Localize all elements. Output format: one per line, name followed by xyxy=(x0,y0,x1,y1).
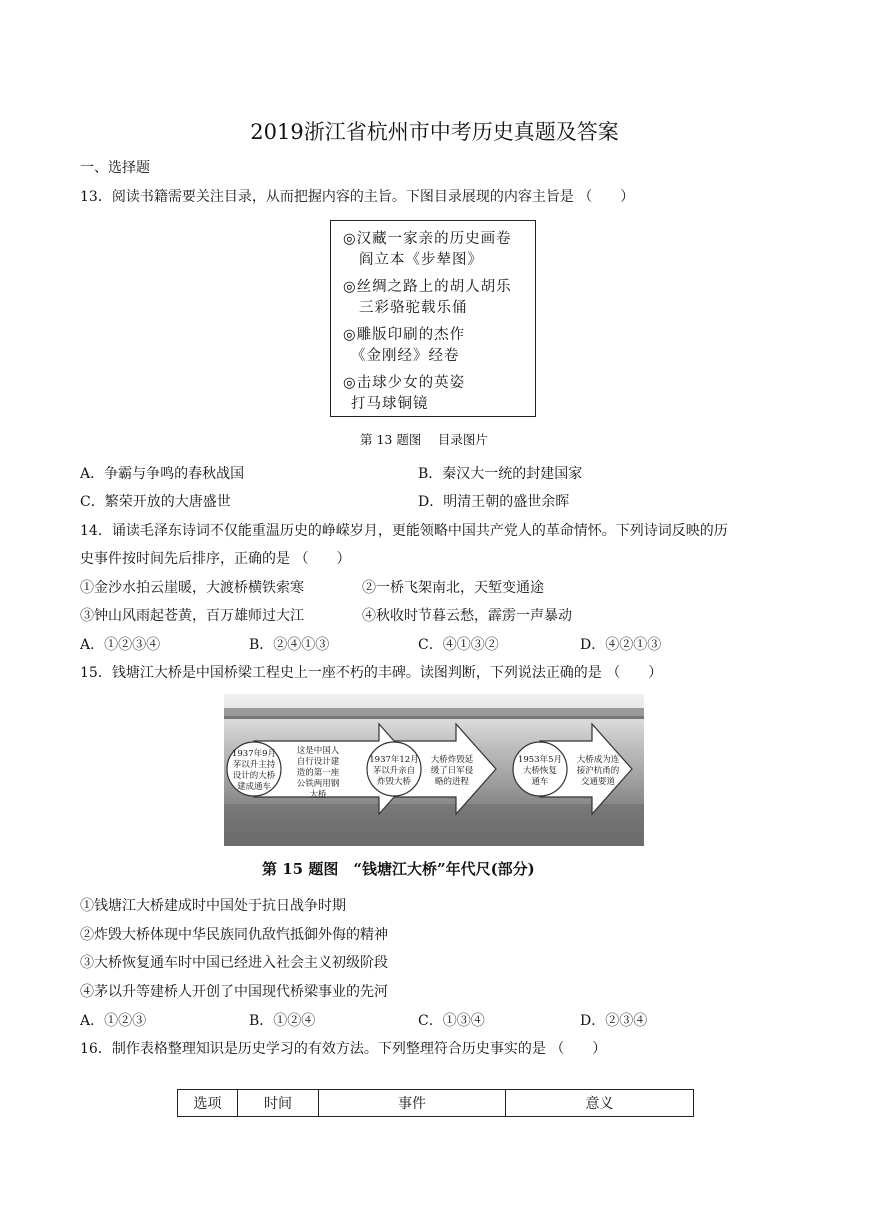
q14-poem-4: ④秋收时节暮云愁，霹雳一声暴动 xyxy=(362,608,572,624)
table-header-row xyxy=(178,1090,694,1117)
q15-caption: 第 15 题图 “钱塘江大桥”年代尺(部分) xyxy=(262,860,535,878)
q13-toc-figure xyxy=(330,220,536,417)
toc-entry-title: ◎击球少女的英姿 xyxy=(343,375,466,391)
q13-option-a[interactable]: A．争霸与争鸣的春秋战国 xyxy=(80,466,245,482)
timeline-text: 通车 xyxy=(531,777,549,787)
timeline-text: 大桥炸毁延 xyxy=(430,755,474,765)
q14-stem-line1: 14．诵读毛泽东诗词不仅能重温历史的峥嵘岁月，更能领略中国共产党人的革命情怀。下列诗词反映的历 xyxy=(80,523,728,539)
timeline-text: 大桥 xyxy=(309,790,327,800)
page-title: 2019浙江省杭州市中考历史真题及答案 xyxy=(250,120,619,144)
q13-option-b[interactable]: B．秦汉大一统的封建国家 xyxy=(418,466,583,482)
toc-entry-subtitle: 阎立本《步辇图》 xyxy=(359,252,483,268)
timeline-text: 自行设计建 xyxy=(296,757,340,767)
timeline-text: 1953年5月 xyxy=(517,755,563,765)
section-heading: 一、选择题 xyxy=(80,160,150,176)
timeline-event-1 xyxy=(228,749,280,793)
q13-stem: 13．阅读书籍需要关注目录，从而把握内容的主旨。下图目录展现的内容主旨是 （ ） xyxy=(80,189,635,205)
q14-poem-2: ②一桥飞架南北，天堑变通途 xyxy=(362,580,544,596)
toc-entry-subtitle: 打马球铜镜 xyxy=(351,396,429,412)
q13-caption: 第 13 题图 目录图片 xyxy=(360,432,488,447)
timeline-event-3 xyxy=(514,755,566,788)
q14-poem-1: ①金沙水拍云崖暖，大渡桥横铁索寒 xyxy=(80,580,304,596)
q15-option-d[interactable]: D．②③④ xyxy=(580,1013,648,1029)
toc-entry-title: ◎汉藏一家亲的历史画卷 xyxy=(343,231,512,247)
timeline-note-3 xyxy=(570,755,626,788)
timeline-text: 造的第一座 xyxy=(296,768,340,778)
q14-option-b[interactable]: B．②④①③ xyxy=(249,637,330,653)
q15-statement-4: ④茅以升等建桥人开创了中国现代桥梁事业的先河 xyxy=(80,984,388,1000)
timeline-text: 这是中国人 xyxy=(296,746,340,756)
timeline-text: 交通要道 xyxy=(580,777,615,787)
timeline-text: 建成通车 xyxy=(236,782,271,792)
table-header-cell: 时间 xyxy=(238,1090,319,1117)
q15-stem: 15．钱塘江大桥是中国桥梁工程史上一座不朽的丰碑。读图判断，下列说法正确的是 （ ） xyxy=(80,665,663,681)
toc-entry-subtitle: 《金刚经》经卷 xyxy=(351,348,460,364)
timeline-event-2 xyxy=(368,755,420,788)
q15-option-b[interactable]: B．①②④ xyxy=(249,1013,316,1029)
q14-option-a[interactable]: A．①②③④ xyxy=(80,637,161,653)
timeline-text: 公铁两用钢 xyxy=(296,779,340,789)
timeline-text: 缓了日军侵 xyxy=(430,766,474,776)
timeline-note-2 xyxy=(424,755,480,788)
timeline-text: 略的进程 xyxy=(434,777,469,787)
q14-stem-line2: 史事件按时间先后排序，正确的是 （ ） xyxy=(80,551,351,567)
table-header-cell: 意义 xyxy=(506,1090,694,1117)
timeline-text: 茅以升主持 xyxy=(232,760,276,770)
q15-option-c[interactable]: C．①③④ xyxy=(418,1013,485,1029)
toc-entry-title: ◎雕版印刷的杰作 xyxy=(343,327,466,343)
toc-entry-title: ◎丝绸之路上的胡人胡乐 xyxy=(343,279,512,295)
toc-entry xyxy=(343,229,512,271)
timeline-text: 接沪杭甬的 xyxy=(576,766,620,776)
toc-entry xyxy=(343,373,465,415)
q15-statement-3: ③大桥恢复通车时中国已经进入社会主义初级阶段 xyxy=(80,955,388,971)
timeline-text: 1937年12月 xyxy=(369,755,419,765)
timeline-text: 大桥成为连 xyxy=(576,755,620,765)
table-header-cell: 选项 xyxy=(178,1090,238,1117)
toc-entry xyxy=(343,277,512,319)
q13-option-d[interactable]: D．明清王朝的盛世余晖 xyxy=(418,494,570,510)
q13-option-c[interactable]: C．繁荣开放的大唐盛世 xyxy=(80,494,231,510)
timeline-text: 1937年9月 xyxy=(231,749,277,759)
timeline-text: 茅以升亲自 xyxy=(372,766,416,776)
timeline-text: 大桥恢复 xyxy=(522,766,557,776)
q14-option-d[interactable]: D．④②①③ xyxy=(580,637,662,653)
q14-option-c[interactable]: C．④①③② xyxy=(418,637,499,653)
q15-bridge-timeline-figure xyxy=(224,694,644,846)
toc-entry-subtitle: 三彩骆驼载乐俑 xyxy=(359,300,468,316)
q16-table xyxy=(177,1089,694,1117)
table-header-cell: 事件 xyxy=(319,1090,506,1117)
q16-stem: 16．制作表格整理知识是历史学习的有效方法。下列整理符合历史事实的是 （ ） xyxy=(80,1041,607,1057)
toc-entry xyxy=(343,325,465,367)
q15-statement-1: ①钱塘江大桥建成时中国处于抗日战争时期 xyxy=(80,898,346,914)
timeline-text: 设计的大桥 xyxy=(232,771,276,781)
q15-statement-2: ②炸毁大桥体现中华民族同仇敌忾抵御外侮的精神 xyxy=(80,927,388,943)
q14-poem-3: ③钟山风雨起苍黄，百万雄师过大江 xyxy=(80,608,304,624)
timeline-note-1 xyxy=(286,746,350,801)
q15-option-a[interactable]: A．①②③ xyxy=(80,1013,147,1029)
timeline-text: 炸毁大桥 xyxy=(376,777,411,787)
